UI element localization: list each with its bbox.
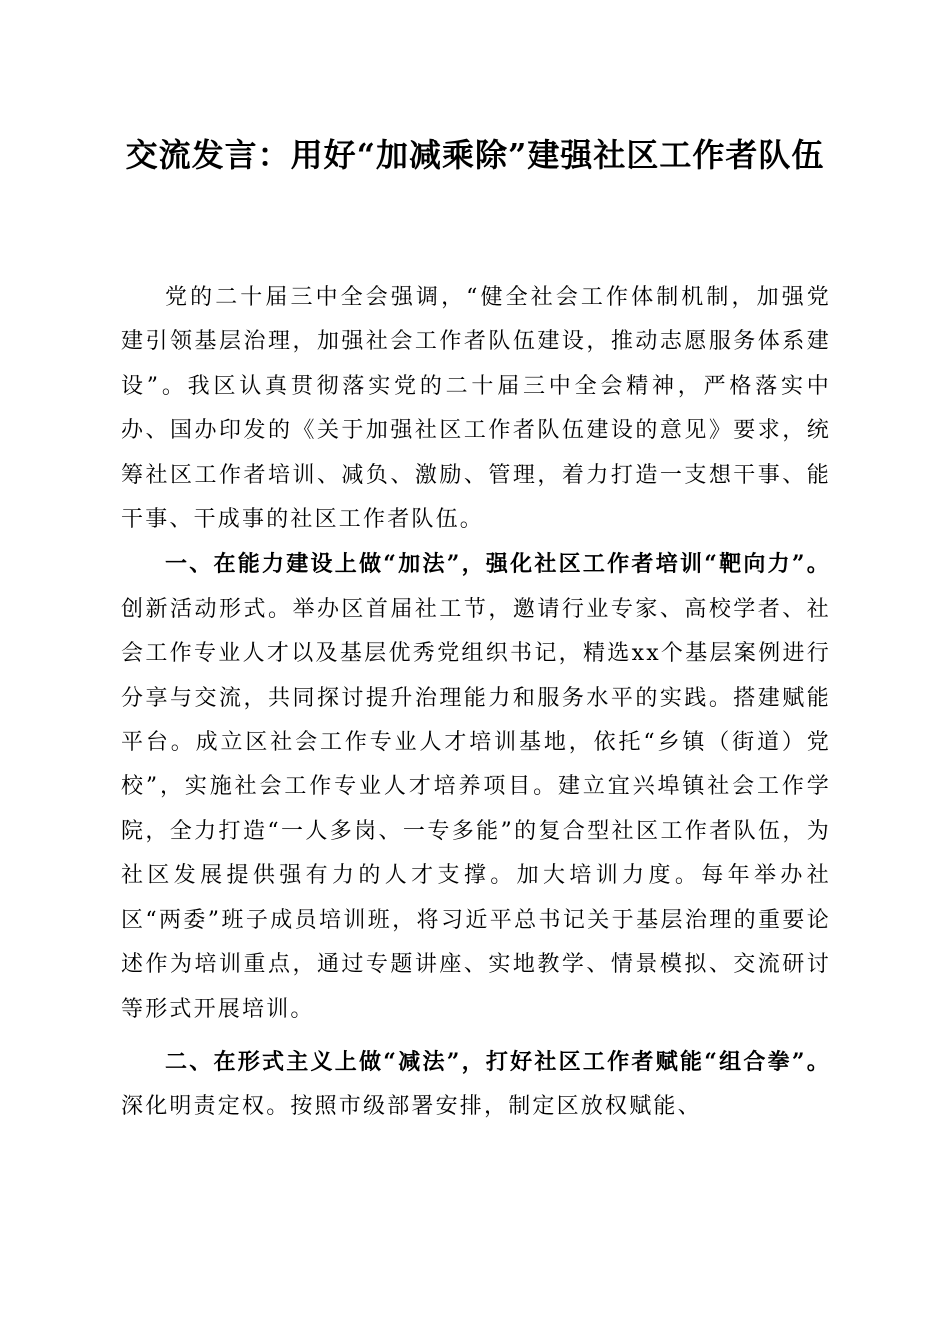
- paragraph-text: 党的二十届三中全会强调，“健全社会工作体制机制，加强党建引领基层治理，加强社会工作者队伍建设，推动志愿服务体系建设”。我区认真贯彻落实党的二十届三中全会精神，严格落实中办、国办印发的《关于加强社区工作者队伍建设的意见》要求，统筹社区工作者培训、减负、激励、管理，着力打造一支想干事、能干事、干成事的社区工作者队伍。: [121, 285, 831, 533]
- section-two-paragraph: [121, 1040, 831, 1130]
- document-title: 交流发言：用好“加减乘除”建强社区工作者队伍: [125, 136, 825, 174]
- paragraph-text: 深化明责定权。按照市级部署安排，制定区放权赋能、: [121, 1094, 702, 1120]
- section-one-heading: 一、在能力建设上做“加法”，强化社区工作者培训“靶向力”。: [165, 551, 831, 578]
- section-one-paragraph: [121, 542, 831, 1031]
- document-body: [121, 276, 831, 1130]
- section-two-heading: 二、在形式主义上做“减法”，打好社区工作者赋能“组合拳”。: [165, 1048, 831, 1075]
- paragraph-text: 创新活动形式。举办区首届社工节，邀请行业专家、高校学者、社会工作专业人才以及基层优秀党组织书记，精选xx个基层案例进行分享与交流，共同探讨提升治理能力和服务水平的实践。搭建赋能平台。成立区社会工作专业人才培训基地，依托“乡镇（街道）党校”，实施社会工作专业人才培养项目。建立宜兴埠镇社会工作学院，全力打造“一人多岗、一专多能”的复合型社区工作者队伍，为社区发展提供强有力的人才支撑。加大培训力度。每年举办社区“两委”班子成员培训班，将习近平总书记关于基层治理的重要论述作为培训重点，通过专题讲座、实地教学、情景模拟、交流研讨等形式开展培训。: [121, 596, 831, 1022]
- intro-paragraph: [121, 276, 831, 542]
